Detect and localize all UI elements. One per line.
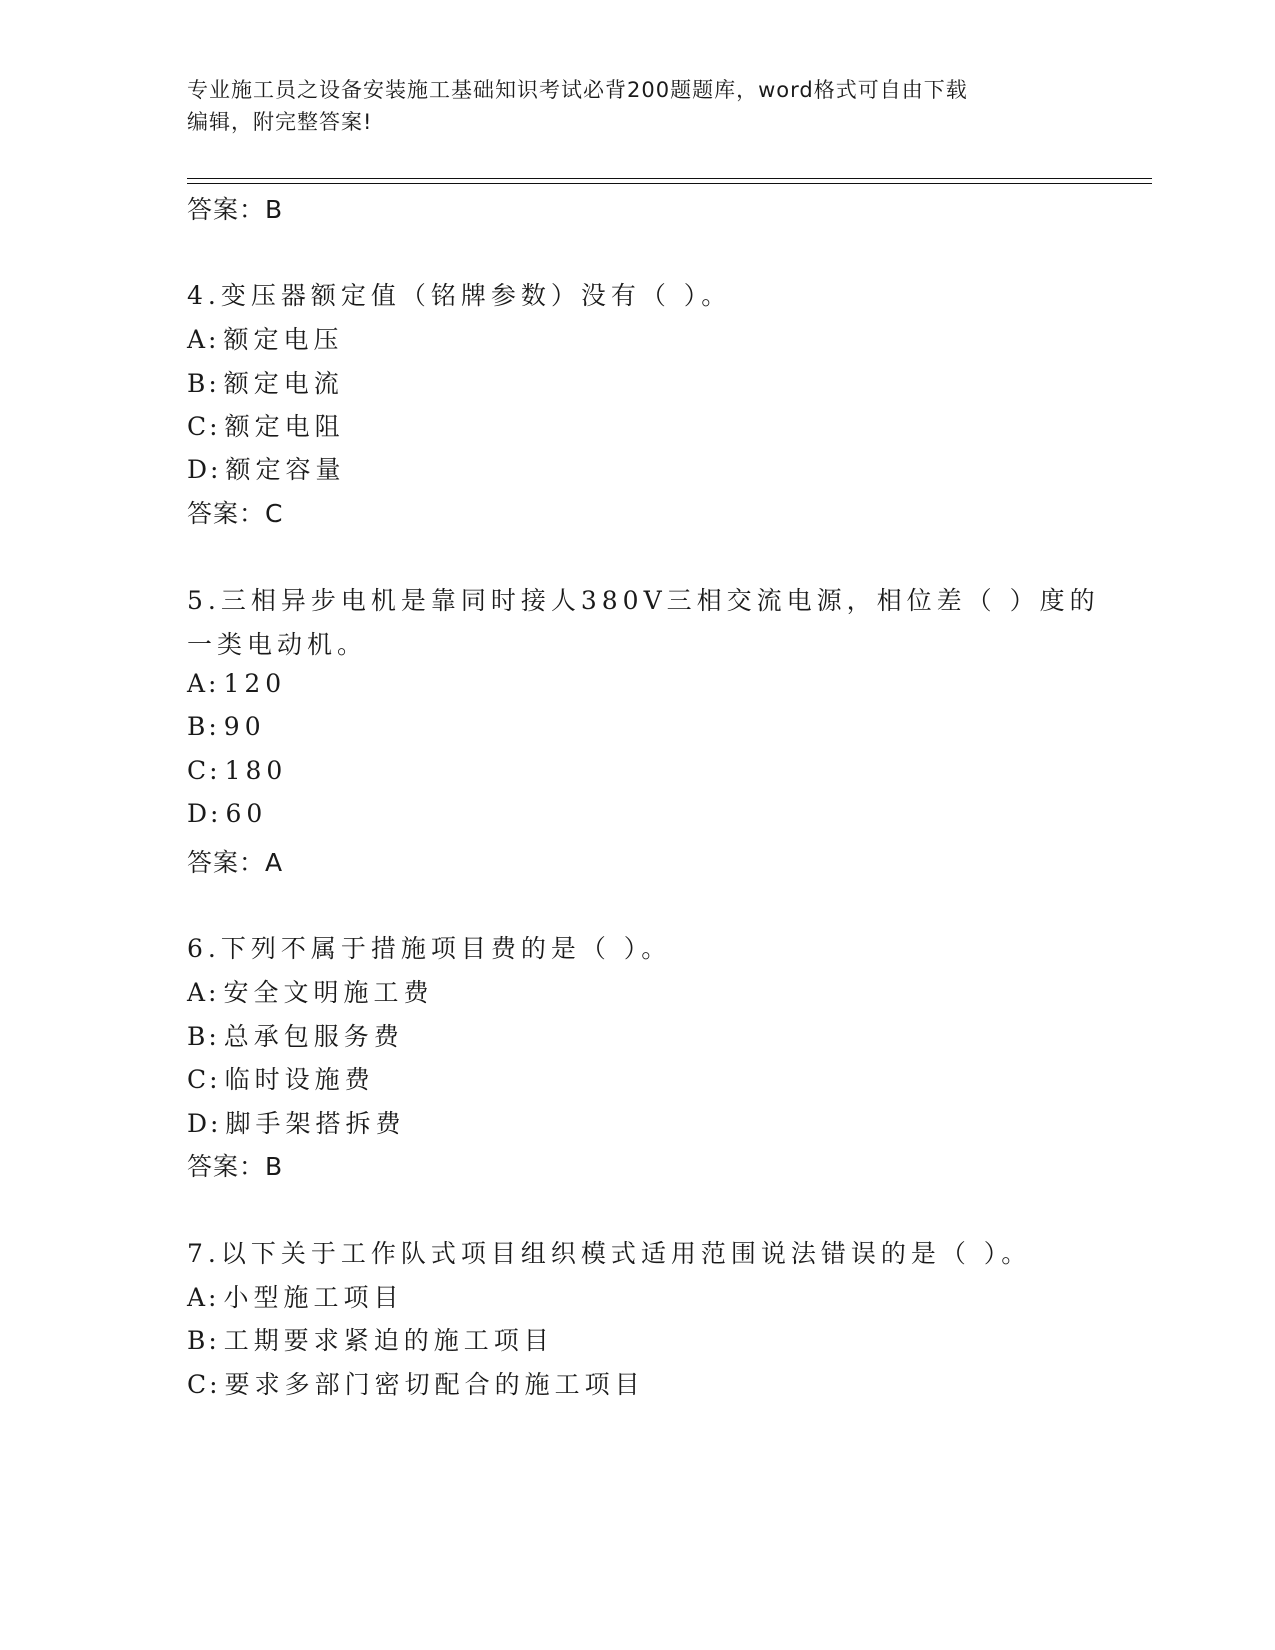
header-rule-top (187, 178, 1152, 179)
question-5-option-d: D: 60 (187, 799, 268, 828)
question-6-option-d: D: 脚手架搭拆费 (187, 1109, 406, 1138)
question-4-option-c: C: 额定电阻 (187, 412, 345, 441)
question-7-stem: 7.以下关于工作队式项目组织模式适用范围说法错误的是（ ）。 (187, 1239, 1032, 1268)
answer-label: 答案： (187, 195, 266, 224)
question-5-answer: 答案：A (187, 848, 284, 877)
answer-value: B (265, 195, 284, 224)
question-7-option-c: C: 要求多部门密切配合的施工项目 (187, 1370, 645, 1399)
question-7-option-b: B: 工期要求紧迫的施工项目 (187, 1326, 554, 1355)
question-4-option-a: A: 额定电压 (187, 325, 344, 354)
header-line-1: 专业施工员之设备安装施工基础知识考试必背200题题库，word格式可自由下载 (187, 78, 968, 102)
question-5-stem-line-1: 5.三相异步电机是靠同时接人380V三相交流电源，相位差（ ）度的 (187, 586, 1100, 615)
prev-answer-line (187, 190, 283, 226)
question-4-option-b: B: 额定电流 (187, 369, 344, 398)
header-line-2: 编辑，附完整答案! (187, 110, 373, 134)
question-6-answer: 答案：B (187, 1152, 284, 1181)
question-7-option-a: A: 小型施工项目 (187, 1283, 404, 1312)
question-5-option-c: C: 180 (187, 756, 288, 785)
question-5-stem-line-2: 一类电动机。 (187, 630, 368, 659)
question-6-stem: 6.下列不属于措施项目费的是（ ）。 (187, 934, 672, 963)
question-4-answer: 答案：C (187, 499, 284, 528)
question-5-option-a: A: 120 (187, 669, 287, 698)
question-6-option-a: A: 安全文明施工费 (187, 978, 434, 1007)
document-header (187, 74, 1087, 138)
header-rule-bottom (187, 183, 1152, 184)
question-6-option-b: B: 总承包服务费 (187, 1022, 404, 1051)
question-5-option-b: B: 90 (187, 712, 266, 741)
question-6-option-c: C: 临时设施费 (187, 1065, 375, 1094)
question-4-stem: 4.变压器额定值（铭牌参数）没有（ ）。 (187, 281, 732, 310)
question-4-option-d: D: 额定容量 (187, 455, 346, 484)
